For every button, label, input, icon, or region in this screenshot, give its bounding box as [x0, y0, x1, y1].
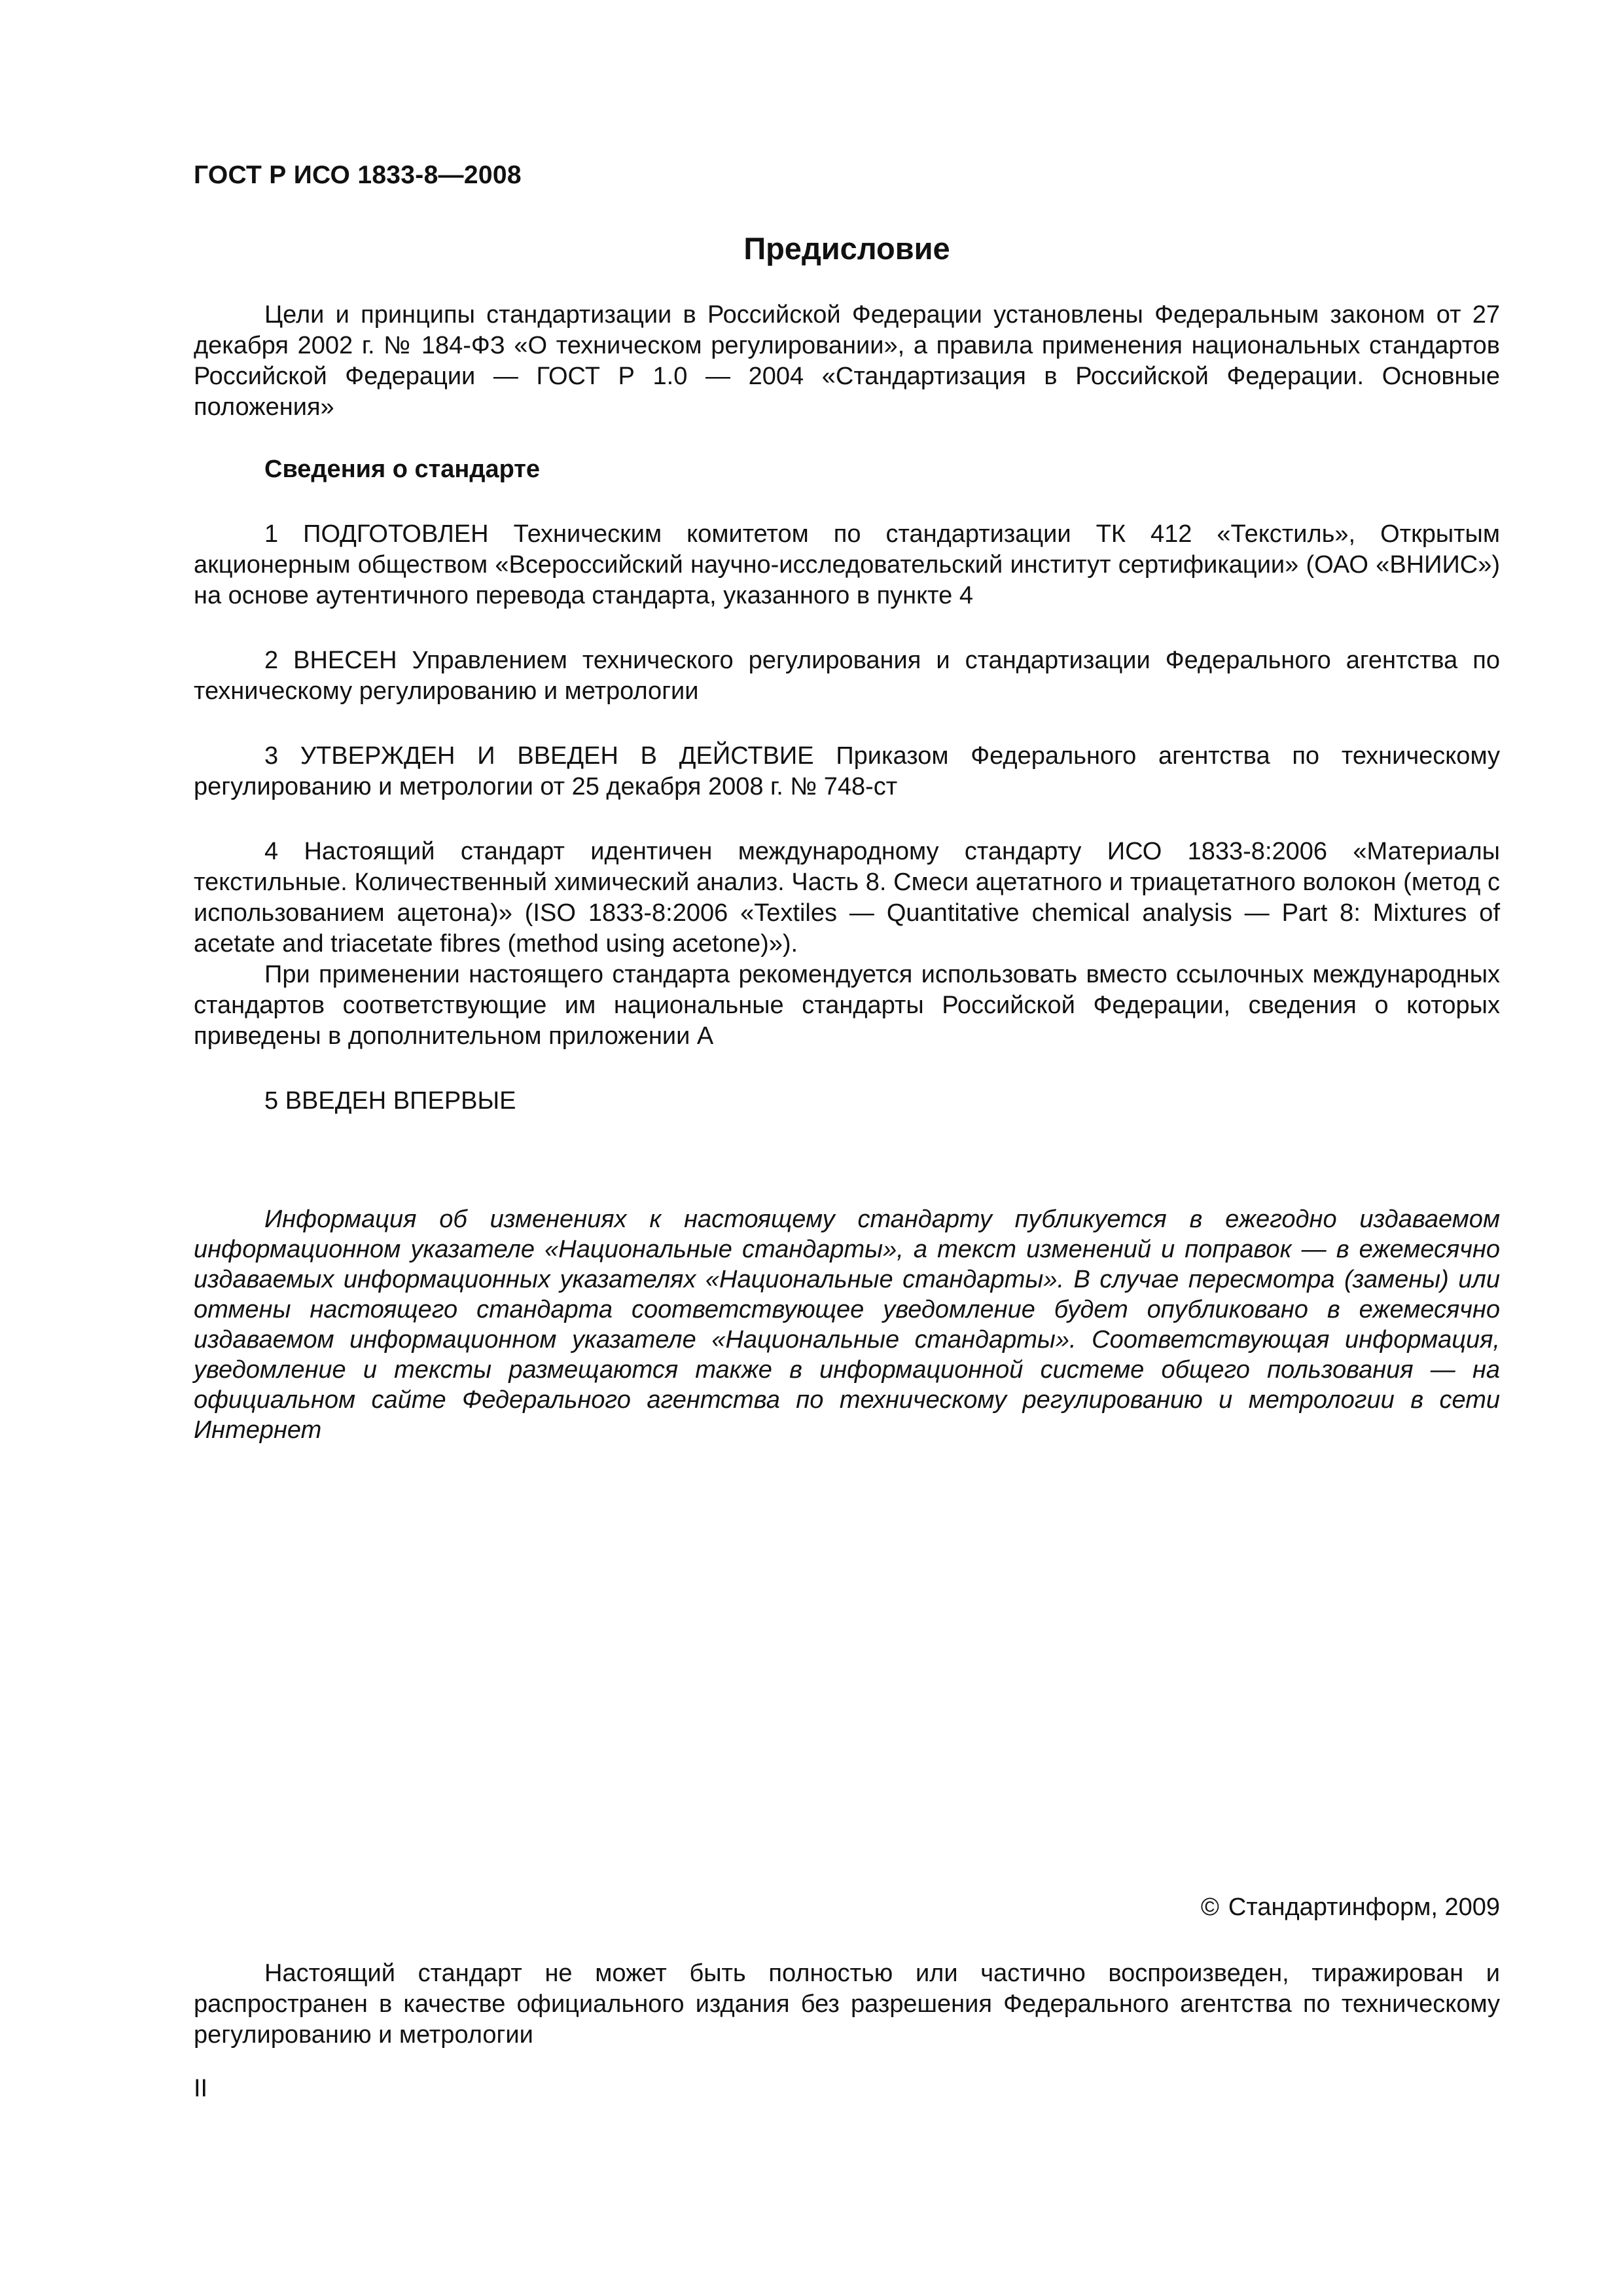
info-item-3: 3 УТВЕРЖДЕН И ВВЕДЕН В ДЕЙСТВИЕ Приказом Федерального агентства по техническому регулированию и метрологии от 25 декабря 2008 г. № 748-ст	[194, 742, 1500, 800]
info-item-5: 5 ВВЕДЕН ВПЕРВЫЕ	[264, 1087, 516, 1115]
copyright-line	[1201, 1893, 1500, 1922]
reproduction-notice: Настоящий стандарт не может быть полностью или частично воспроизведен, тиражирован и распространен в качестве официального издания без разрешения Федерального агентства по техническому регулированию и метрологии	[194, 1960, 1500, 2049]
standard-info-subheading: Сведения о стандарте	[264, 456, 541, 483]
copyright-icon: ©	[1200, 1893, 1219, 1921]
document-code: ГОСТ Р ИСО 1833-8—2008	[194, 161, 522, 189]
info-item-4: 4 Настоящий стандарт идентичен международному стандарту ИСО 1833-8:2006 «Материалы текстильные. Количественный химический анализ. Часть 8. Смеси ацетатного и триацетатного волокон (метод с использованием ацетона)» (ISO 1833-8:2006 «Textiles — Quantitative chemical analysis — Part 8: Mixtures of acetate and triacetate fibres (method using acetone)»).	[194, 838, 1500, 958]
info-item-2: 2 ВНЕСЕН Управлением технического регулирования и стандартизации Федерального агентства по техническому регулированию и метрологии	[194, 647, 1500, 705]
page-number: II	[194, 2075, 208, 2102]
info-item-4-note: При применении настоящего стандарта рекомендуется использовать вместо ссылочных международных стандартов соответствующие им национальные стандарты Российской Федерации, сведения о которых приведены в дополнительном приложении А	[194, 961, 1500, 1050]
copyright-text: Стандартинформ, 2009	[1228, 1893, 1500, 1921]
preface-body	[194, 300, 1500, 1117]
amendments-notice: Информация об изменениях к настоящему стандарту публикуется в ежегодно издаваемом информационном указателе «Национальные стандарты», а текст изменений и поправок — в ежемесячно издаваемых информационных указателях «Национальные стандарты». В случае пересмотра (замены) или отмены настоящего стандарта соответствующее уведомление будет опубликовано в ежемесячно издаваемом информационном указателе «Национальные стандарты». Соответствующая информация, уведомление и тексты размещаются также в информационной системе общего пользования — на официальном сайте Федерального агентства по техническому регулированию и метрологии в сети Интернет	[194, 1206, 1500, 1444]
info-item-1: 1 ПОДГОТОВЛЕН Техническим комитетом по стандартизации ТК 412 «Текстиль», Открытым акционерным обществом «Всероссийский научно-исследовательский институт сертификации» (ОАО «ВНИИС») на основе аутентичного перевода стандарта, указанного в пункте 4	[194, 520, 1500, 609]
preface-intro-paragraph: Цели и принципы стандартизации в Российской Федерации установлены Федеральным законом от 27 декабря 2002 г. № 184-ФЗ «О техническом регулировании», а правила применения национальных стандартов Российской Федерации — ГОСТ Р 1.0 — 2004 «Стандартизация в Российской Федерации. Основные положения»	[194, 301, 1500, 421]
page-title: Предисловие	[743, 231, 950, 266]
